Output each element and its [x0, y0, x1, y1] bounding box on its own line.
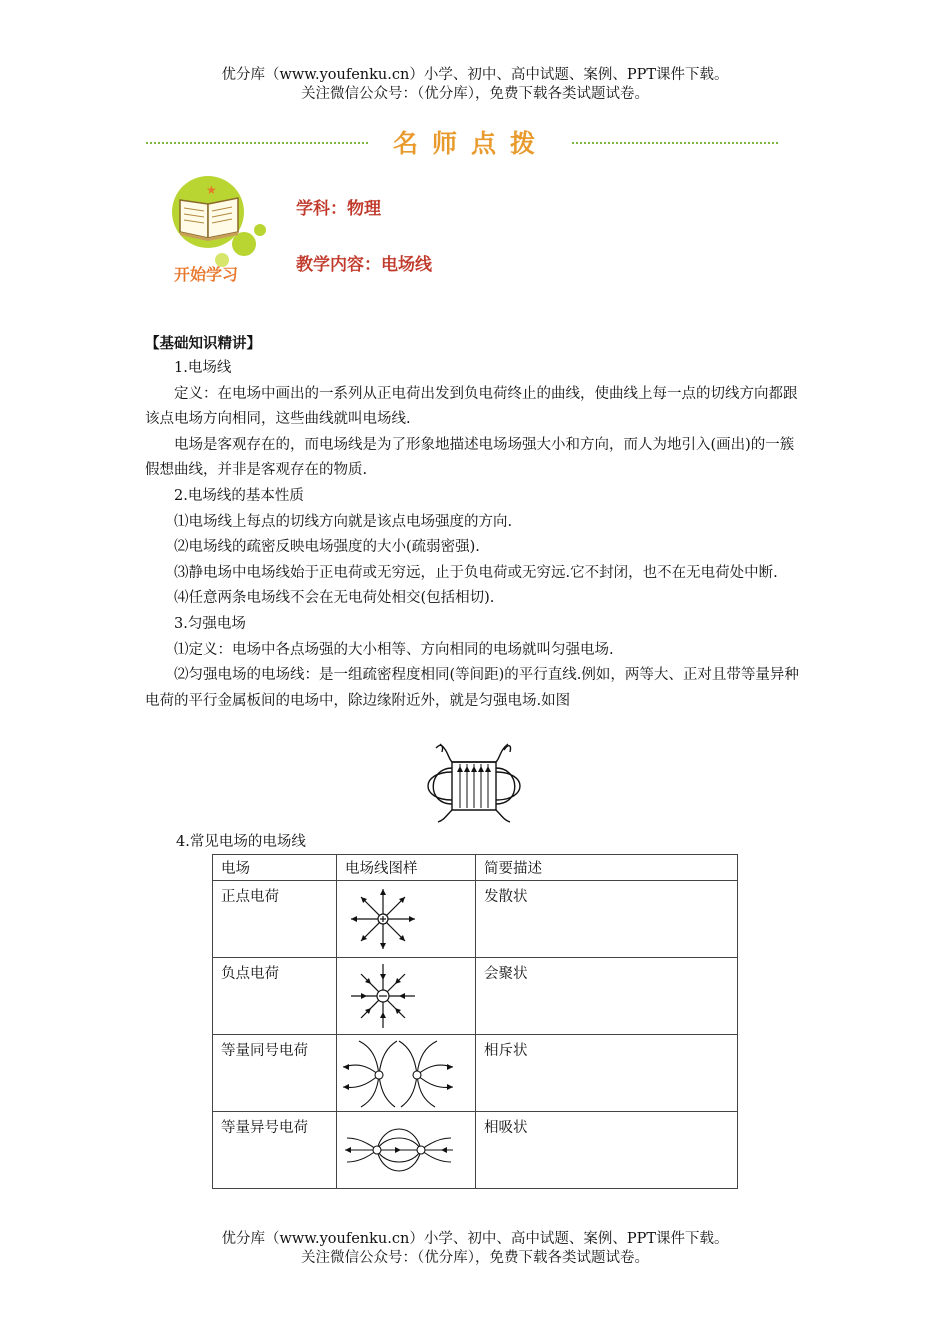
header-line-1: 优分库（www.youfenku.cn）小学、初中、高中试题、案例、PPT课件下载。 — [221, 67, 729, 83]
field-cell: 负点电荷 — [213, 958, 337, 1035]
logo-caption: 开始学习 — [174, 265, 239, 284]
negative-charge-field-icon — [337, 958, 459, 1034]
description-cell: 发散状 — [476, 881, 738, 958]
paragraph: ⑴电场线上每点的切线方向就是该点电场强度的方向. — [174, 513, 513, 530]
description-cell: 相斥状 — [476, 1035, 738, 1112]
paragraph: ⑶静电场中电场线始于正电荷或无穷远，止于负电荷或无穷远.它不封闭，也不在无电荷处中断. — [174, 564, 778, 581]
paragraph: 1.电场线 — [174, 360, 232, 376]
pattern-cell — [337, 958, 476, 1035]
open-book-logo-icon — [160, 174, 270, 292]
svg-text:★: ★ — [206, 183, 217, 197]
paragraph: 电场是客观存在的，而电场线是为了形象地描述电场场强大小和方向，而人为地引入(画出)的一簇假想曲线，并非是客观存在的物质. — [145, 436, 795, 479]
header-line-2: 关注微信公众号：（优分库），免费下载各类试题试卷。 — [301, 86, 649, 102]
paragraph: ⑷任意两条电场线不会在无电荷处相交(包括相切). — [174, 590, 495, 607]
banner-title: 名师点拨 — [392, 129, 549, 158]
field-cell: 正点电荷 — [213, 881, 337, 958]
banner-dots-right — [572, 142, 778, 144]
paragraph: 定义：在电场中画出的一系列从正电荷出发到负电荷终止的曲线，使曲线上每一点的切线方向都跟该点电场方向相同，这些曲线就叫电场线. — [145, 385, 798, 428]
table-row — [213, 1035, 738, 1112]
table-header: 电场 — [213, 855, 337, 881]
pattern-cell — [337, 1035, 476, 1112]
page-footer — [0, 1230, 950, 1268]
table-header: 电场线图样 — [337, 855, 476, 881]
paragraph: ⑴定义：电场中各点场强的大小相等、方向相同的电场就叫匀强电场. — [174, 641, 614, 658]
footer-line-1: 优分库（www.youfenku.cn）小学、初中、高中试题、案例、PPT课件下载。 — [221, 1231, 729, 1247]
paragraph: 2.电场线的基本性质 — [174, 487, 304, 504]
body-paragraphs — [145, 356, 808, 714]
pattern-cell — [337, 1112, 476, 1189]
pattern-cell — [337, 881, 476, 958]
table-row — [213, 1112, 738, 1189]
field-cell: 等量异号电荷 — [213, 1112, 337, 1189]
page-header — [0, 66, 950, 104]
content-label: 教学内容：电场线 — [296, 255, 432, 275]
paragraph: 3.匀强电场 — [174, 615, 246, 632]
section-title: 【基础知识精讲】 — [145, 336, 261, 352]
paragraph: ⑵匀强电场的电场线：是一组疏密程度相同(等间距)的平行直线.例如，两等大、正对且带等量异种电荷的平行金属板间的电场中，除边缘附近外，就是匀强电场.如图 — [145, 667, 799, 709]
table-row — [213, 958, 738, 1035]
table-header-row — [213, 855, 738, 881]
footer-line-2: 关注微信公众号：（优分库），免费下载各类试题试卷。 — [301, 1250, 649, 1266]
banner-dots-left — [146, 142, 368, 144]
parallel-plates-figure-icon — [418, 736, 530, 826]
description-cell: 相吸状 — [476, 1112, 738, 1189]
like-charges-field-icon — [337, 1035, 459, 1111]
description-cell: 会聚状 — [476, 958, 738, 1035]
opposite-charges-field-icon — [337, 1112, 459, 1188]
paragraph: ⑵电场线的疏密反映电场强度的大小(疏弱密强). — [174, 539, 480, 556]
positive-charge-field-icon — [337, 881, 459, 957]
subject-label: 学科：物理 — [296, 199, 381, 219]
electric-field-table — [212, 854, 738, 1189]
table-intro: 4.常见电场的电场线 — [176, 834, 306, 850]
field-cell: 等量同号电荷 — [213, 1035, 337, 1112]
table-row — [213, 881, 738, 958]
table-header: 简要描述 — [476, 855, 738, 881]
banner — [146, 124, 778, 160]
